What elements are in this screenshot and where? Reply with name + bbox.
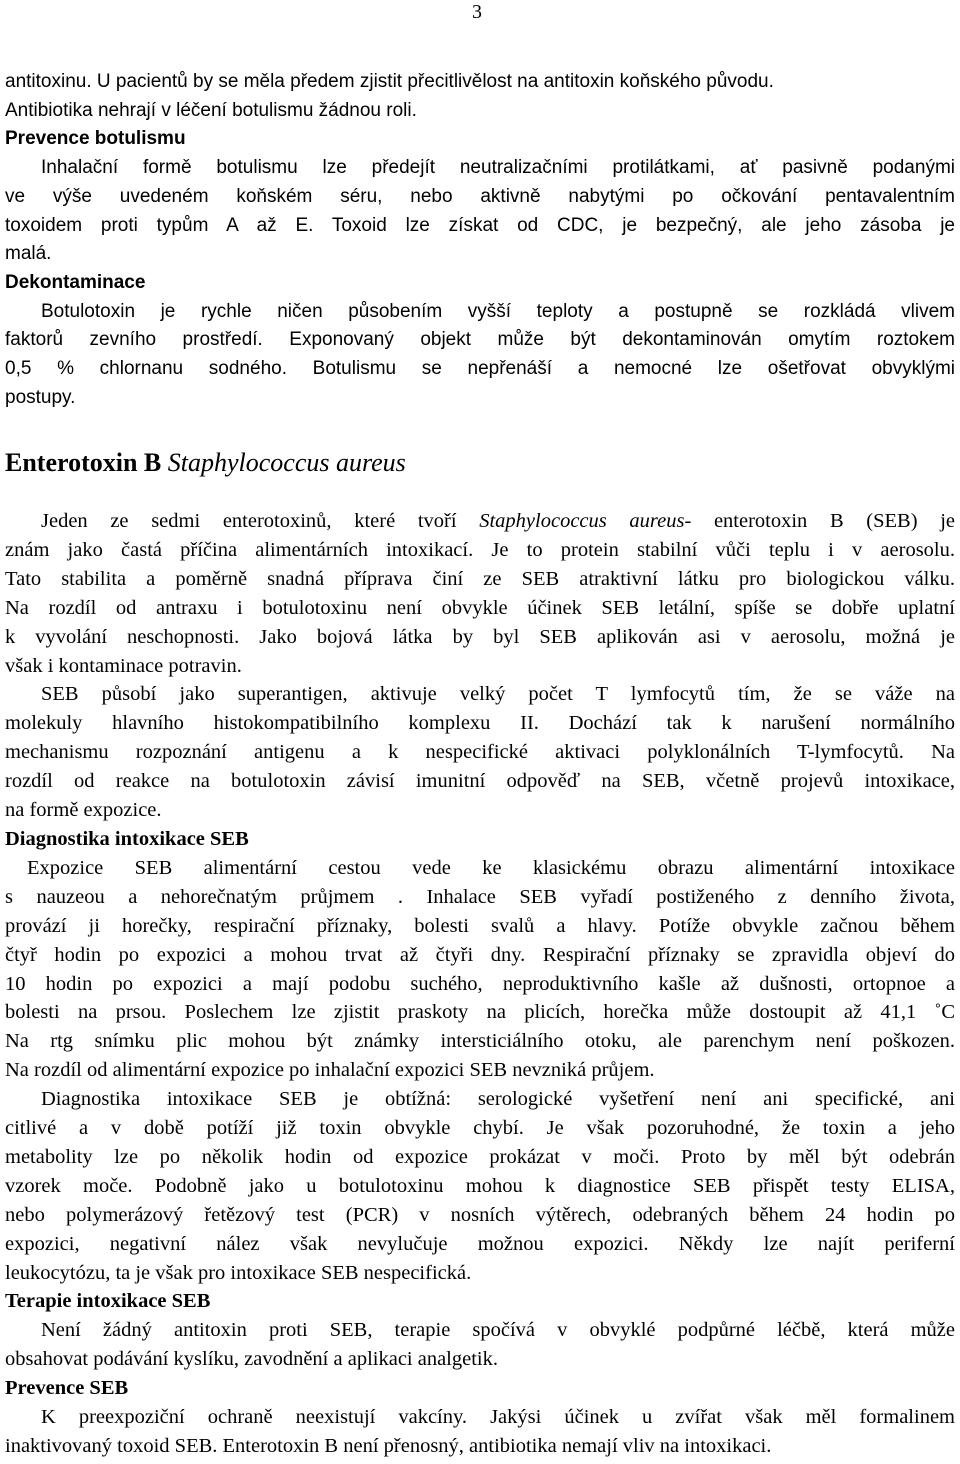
heading-diagnostika: Diagnostika intoxikace SEB — [5, 827, 249, 850]
section-title-bold: Enterotoxin B — [5, 448, 162, 477]
heading-prevence-botulismu: Prevence botulismu — [5, 128, 186, 150]
section-title — [5, 447, 955, 479]
text-line: leukocytózu, ta je však pro intoxikace SEB nespecifická. — [5, 1261, 472, 1284]
heading-dekontaminace: Dekontaminace — [5, 271, 146, 293]
text-line: Diagnostika intoxikace SEB je obtížná: serologické vyšetření není ani specifické, ani — [41, 1088, 955, 1111]
italic-species-name: Staphylococcus aureus — [479, 510, 685, 532]
text-line: malá. — [5, 243, 52, 265]
text-line: Na rtg snímku plic mohou být známky intersticiálního otoku, ale parenchym není poškozen. — [5, 1030, 955, 1053]
text-line: mechanismu rozpoznání antigenu a k nespecifické aktivaci polyklonálních T-lymfocytů. Na — [5, 741, 955, 764]
intro-paragraph — [5, 68, 955, 412]
text-line: postupy. — [5, 386, 76, 408]
text-line: faktorů zevního prostředí. Exponovaný objekt může být dekontaminován omytím roztokem — [5, 329, 955, 351]
text-fragment: Jeden ze sedmi enterotoxinů, které tvoří — [41, 510, 480, 532]
text-line: znám jako častá příčina alimentárních intoxikací. Je to protein stabilní vůči teplu i v aerosolu. — [5, 538, 955, 561]
text-line: toxoidem proti typům A až E. Toxoid lze získat od CDC, je bezpečný, ale jeho zásoba je — [5, 214, 955, 236]
text-line: provází ji horečky, respirační příznaky, bolesti svalů a hlavy. Potíže obvykle začnou během — [5, 914, 955, 937]
enterotoxin-body — [5, 507, 955, 1461]
text-line: Botulotoxin je rychle ničen působením vyšší teploty a postupně se rozkládá vlivem — [41, 300, 955, 322]
heading-prevence-seb: Prevence SEB — [5, 1377, 129, 1400]
heading-terapie: Terapie intoxikace SEB — [5, 1290, 211, 1313]
text-line: K preexpoziční ochraně neexistují vakcíny. Jakýsi účinek u zvířat však měl formalinem — [41, 1406, 955, 1429]
text-line: na formě expozice. — [5, 799, 162, 822]
text-line: k vyvolání neschopnosti. Jako bojová látka by byl SEB aplikován asi v aerosolu, možná je — [5, 625, 955, 648]
text-line: citlivé a v době potíží již toxin obvykle chybí. Je však pozoruhodné, že toxin a jeho — [5, 1117, 955, 1140]
text-line: však i kontaminace potravin. — [5, 654, 242, 677]
text-fragment: - enterotoxin B (SEB) je — [684, 510, 956, 532]
text-line: Na rozdíl od antraxu i botulotoxinu není obvykle účinek SEB letální, spíše se dobře uplatní — [5, 596, 955, 619]
text-line: metabolity lze po několik hodin od expozice prokázat v moči. Proto by měl být odebrán — [5, 1145, 955, 1168]
page-number: 3 — [472, 1, 482, 23]
text-line: 10 hodin po expozici a mají podobu suchého, neproduktivního kašle až dušnosti, ortopnoe a — [5, 972, 955, 995]
text-line: antitoxinu. U pacientů by se měla předem zjistit přecitlivělost na antitoxin koňského původu. — [5, 71, 774, 92]
text-line: expozici, negativní nález však nevylučuje možnou expozici. Někdy lze najít periferní — [5, 1232, 955, 1255]
text-line: Tato stabilita a poměrně snadná příprava činí ze SEB atraktivní látku pro biologickou válku. — [5, 567, 955, 590]
text-line — [5, 507, 955, 536]
text-line: Expozice SEB alimentární cestou vede ke klasickému obrazu alimentární intoxikace — [27, 856, 955, 879]
text-line: bolesti na prsou. Poslechem lze zjistit praskoty na plicích, horečka může dostoupit až 41,1 ˚C — [5, 1001, 955, 1024]
text-line: vzorek moče. Podobně jako u botulotoxinu mohou k diagnostice SEB přispět testy ELISA, — [5, 1174, 955, 1197]
text-line: 0,5 % chlornanu sodného. Botulismu se nepřenáší a nemocné lze ošetřovat obvyklými — [5, 358, 955, 380]
text-line: Inhalační formě botulismu lze předejít neutralizačními protilátkami, ať pasivně podanými — [41, 157, 955, 179]
text-line: čtyř hodin po expozici a mohou trvat až čtyři dny. Respirační příznaky se zpravidla objeví do — [5, 943, 955, 966]
text-line: nebo polymerázový řetězový test (PCR) v nosních výtěrech, odebraných během 24 hodin po — [5, 1203, 955, 1226]
text-line: ve výše uvedeném koňském séru, nebo aktivně nabytými po očkování pentavalentním — [5, 185, 955, 207]
text-line: s nauzeou a nehorečnatým průjmem . Inhalace SEB vyřadí postiženého z denního života, — [5, 885, 955, 908]
section-title-italic: Staphylococcus aureus — [167, 448, 406, 477]
text-line: rozdíl od reakce na botulotoxin závisí imunitní odpověď na SEB, včetně projevů intoxikace, — [5, 770, 955, 793]
text-line: SEB působí jako superantigen, aktivuje velký počet T lymfocytů tím, že se váže na — [41, 683, 955, 706]
text-line: Není žádný antitoxin proti SEB, terapie spočívá v obvyklé podpůrné léčbě, která může — [41, 1319, 955, 1342]
text-line: molekuly hlavního histokompatibilního komplexu II. Dochází tak k narušení normálního — [5, 712, 955, 735]
text-line: Antibiotika nehrají v léčení botulismu žádnou roli. — [5, 99, 417, 121]
text-line: Na rozdíl od alimentární expozice po inhalační expozici SEB nevzniká průjem. — [5, 1059, 655, 1082]
text-line: inaktivovaný toxoid SEB. Enterotoxin B není přenosný, antibiotika nemají vliv na intoxikaci. — [5, 1435, 772, 1457]
text-line: obsahovat podávání kyslíku, zavodnění a aplikaci analgetik. — [5, 1348, 498, 1371]
